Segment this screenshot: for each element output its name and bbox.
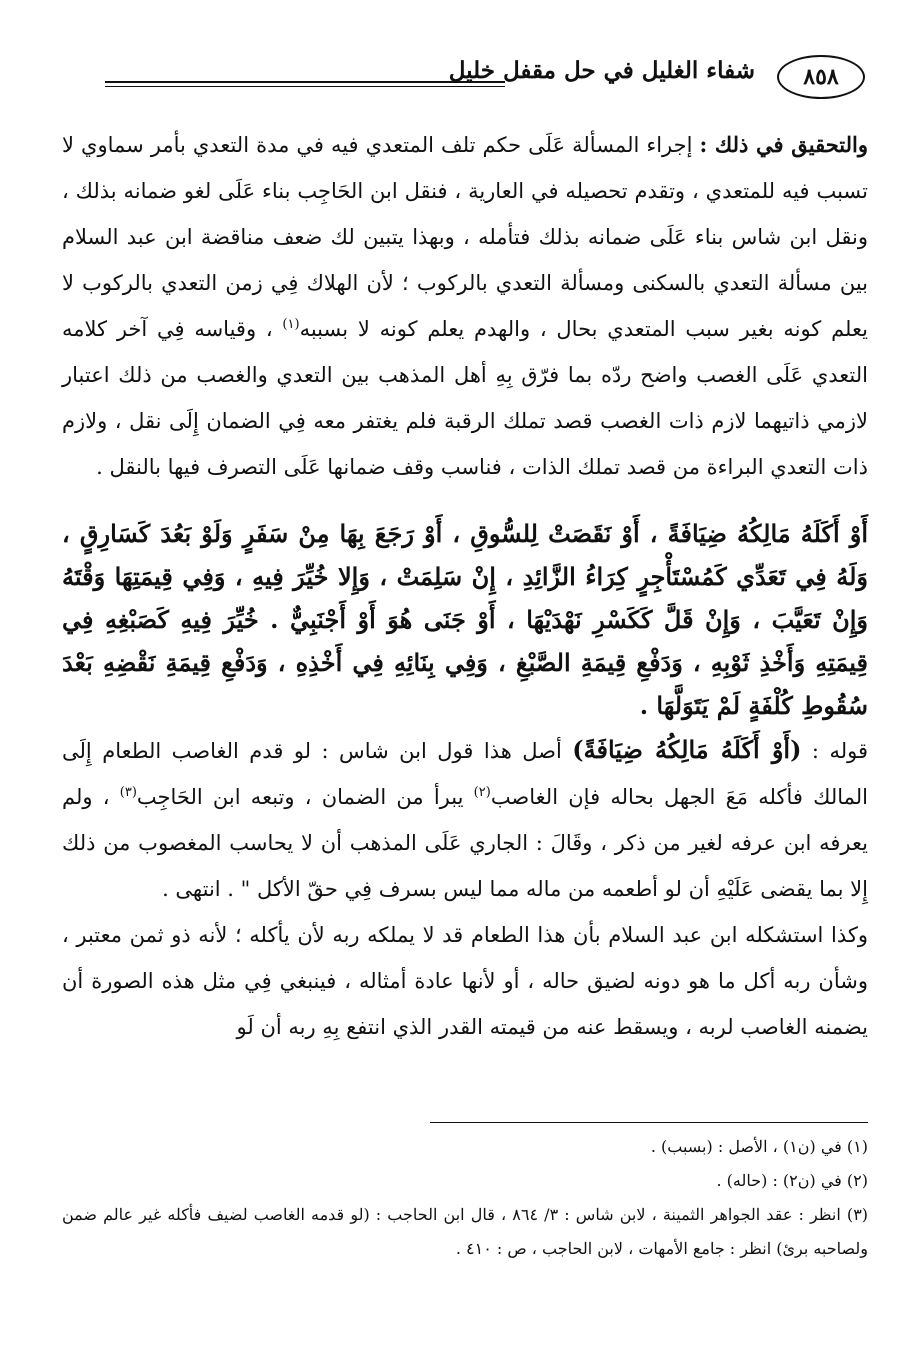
spacer xyxy=(62,490,868,512)
footnote-1: (١) في (ن١) ، الأصل : (بسبب) . xyxy=(650,1137,868,1156)
main-text xyxy=(62,122,868,1050)
intro-text-continued: ، وقياسه فِي آخر كلامه التعدي عَلَى الغصب واضح ردّه بما فرّق بِهِ أهل المذهب بين التعدي والغصب من ذلك اعتبار لازمي ذاتيهما لازم ذات الغصب قصد تملك الرقبة فلم يغتفر معه فِي الضمان إِلَى نقل ، ولازم ذات التعدي البراءة من قصد تملك الذات ، فناسب وقف ضمانها عَلَى التصرف فيها بالنقل . xyxy=(62,317,868,479)
footnote-2: (٢) في (ن٢) : (حاله) . xyxy=(716,1171,868,1190)
footnote-ref-1[interactable]: (١) xyxy=(282,317,300,332)
intro-text: إجراء المسألة عَلَى حكم تلف المتعدي فيه في مدة التعدي بأمر سماوي لا تسبب فيه للمتعدي ، وتقدم تحصيله في العارية ، فنقل ابن الحَاجِب بناء عَلَى لغو ضمانه بذلك ، ونقل ابن شاس بناء عَلَى ضمانه بذلك فتأمله ، وبهذا يتبين لك ضعف مناقضة ابن عبد السلام بين مسألة التعدي بالسكنى ومسألة التعدي بالركوب ؛ لأن الهلاك فِي زمن التعدي بالركوب لا يعلم كونه بغير سبب المتعدي بحال ، والهدم يعلم كونه لا بسببه xyxy=(62,133,868,341)
commentary-text: أصل هذا قول ابن شاس : لو قدم الغاصب الطعام إِلَى المالك فأكله مَعَ الجهل بحاله فإن الغاصب xyxy=(62,739,868,809)
intro-lead: والتحقيق في ذلك : xyxy=(699,132,868,157)
book-title: شفاء الغليل في حل مقفل خليل xyxy=(448,57,755,84)
matn-text: أَوْ أَكَلَهُ مَالِكُهُ ضِيَافَةً ، أَوْ نَقَصَتْ لِلسُّوقِ ، أَوْ رَجَعَ بِهَا مِنْ سَفَرٍ وَلَوْ بَعُدَ كَسَارِقٍ ، وَلَهُ فِي تَعَدِّي كَمُسْتَأْجِرٍ كِرَاءُ الزَّائِدِ ، إِنْ سَلِمَتْ ، وَإِلا خُيِّرَ فِيهِ ، وَفِي قِيمَتِهَا وَقْتَهُ وَإِنْ تَعَيَّبَ ، وَإِنْ قَلَّ كَكَسْرِ نَهْدَيْهَا ، أَوْ جَنَى هُوَ أَوْ أَجْنَبِيٌّ . خُيِّرَ فِيهِ كَصَبْغِهِ فِي قِيمَتِهِ وَأَخْذِ ثَوْبِهِ ، وَدَفْعِ قِيمَةِ الصَّبْغِ ، وَفِي بِنَائِهِ فِي أَخْذِهِ ، وَدَفْعِ قِيمَةِ نَقْضِهِ بَعْدَ سُقُوطِ كُلْفَةٍ لَمْ يَتَوَلَّهَا . xyxy=(62,519,869,720)
commentary-text-2: يبرأ من الضمان ، وتبعه ابن الحَاجِب xyxy=(136,785,464,809)
footnote-separator xyxy=(430,1122,868,1123)
commentary-paragraph-2 xyxy=(62,912,868,1050)
matn-paragraph xyxy=(62,512,868,727)
intro-paragraph xyxy=(62,122,868,490)
commentary-paragraph-1 xyxy=(62,727,868,912)
footnote-ref-2[interactable]: (٢) xyxy=(473,785,491,800)
footnotes xyxy=(62,1130,868,1266)
commentary-quote: (أَوْ أَكَلَهُ مَالِكُهُ ضِيَافَةً) xyxy=(572,735,802,764)
page-number: ٨٥٨ xyxy=(803,64,839,90)
header-rule xyxy=(105,81,505,83)
footnote-3: (٣) انظر : عقد الجواهر الثمينة ، لابن شاس : ٣/ ٨٦٤ ، قال ابن الحاجب : (لو قدمه الغاصب لضيف فأكله غير عالم ضمن ولصاحبه برئ) انظر : جامع الأمهات ، لابن الحاجب ، ص : ٤١٠ . xyxy=(62,1205,869,1258)
footnote-ref-3[interactable]: (٣) xyxy=(119,785,137,800)
commentary-p2-text: وكذا استشكله ابن عبد السلام بأن هذا الطعام قد لا يملكه ربه لأن يأكله ؛ لأنه ذو ثمن معتبر ، وشأن ربه أكل ما هو دونه لضيق حاله ، أو لأنها عادة أمثاله ، فينبغي فِي مثل هذه الصورة أن يضمنه الغاصب لربه ، ويسقط عنه من قيمته القدر الذي انتفع بِهِ ربه أن لَو xyxy=(62,923,868,1039)
page-header xyxy=(105,55,865,99)
commentary-qawluh: قوله : xyxy=(811,739,868,763)
header-rule-thin xyxy=(105,86,505,87)
commentary-text-3: ، ولم يعرفه ابن عرفه لغير من ذكر ، وقَالَ : الجاري عَلَى المذهب أن لا يحاسب المغصوب من ذلك إِلا بما يقضى عَلَيْهِ أن لو أطعمه من ماله مما ليس بسرف فِي حقّ الأكل " . انتهى . xyxy=(62,785,868,901)
page-number-oval xyxy=(777,55,865,99)
